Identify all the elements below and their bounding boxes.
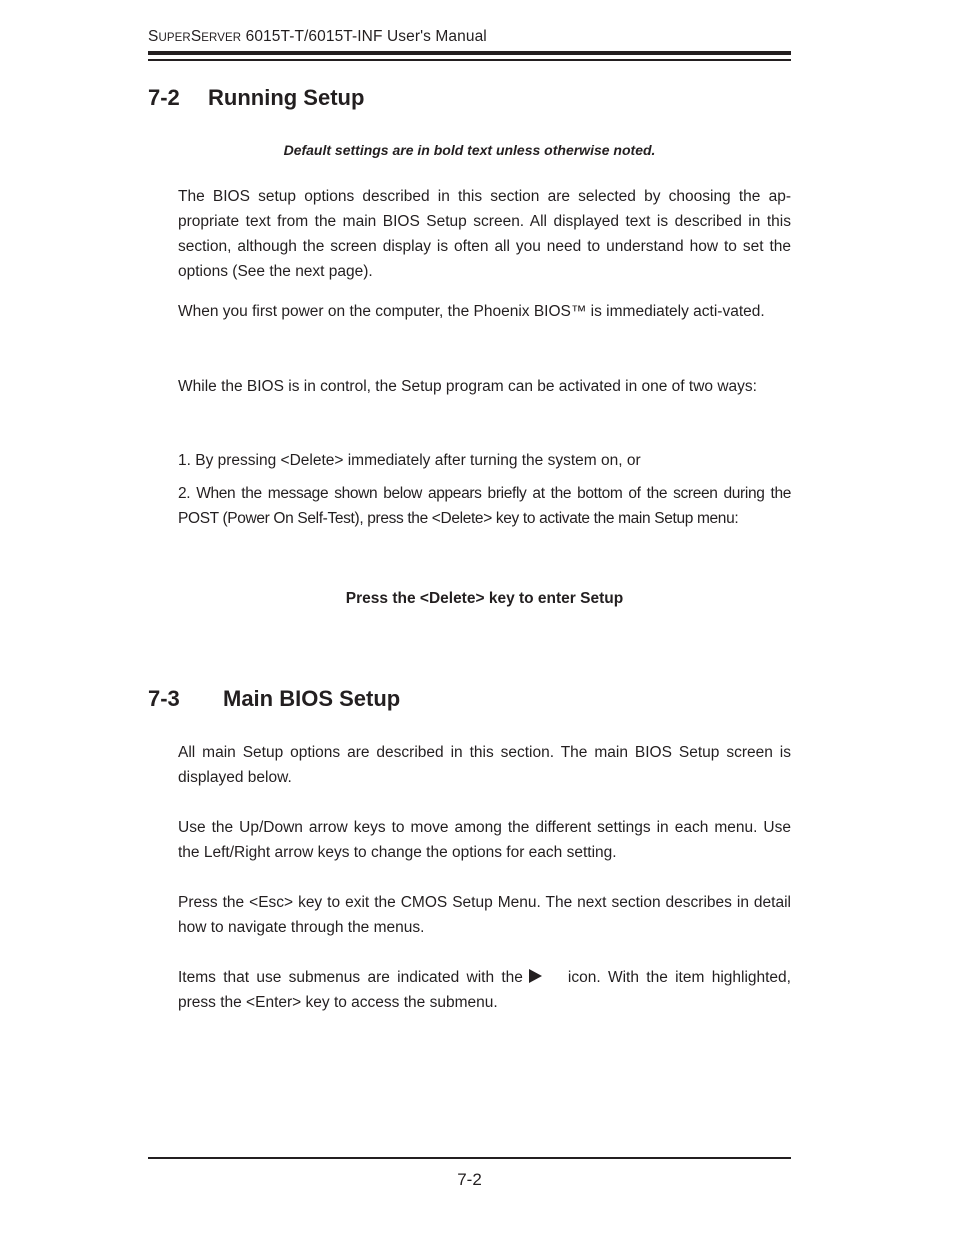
header-cap-s2: S: [190, 28, 202, 45]
section-number: 7-2: [148, 85, 180, 110]
section-title: Main BIOS Setup: [223, 686, 401, 711]
submenu-text-before: Items that use submenus are indicated with the: [178, 969, 523, 986]
paragraph: Use the Up/Down arrow keys to move among the different settings in each menu. Use the Left/Right arrow keys to change the options for each setting.: [178, 819, 791, 861]
section-7-3-heading: [148, 686, 401, 712]
paragraph: When you first power on the computer, the Phoenix BIOS™ is immediately acti-vated.: [178, 303, 765, 320]
header-rule-thick: [148, 51, 791, 55]
header-smallcaps-erver: ERVER: [201, 32, 242, 44]
running-header: [148, 28, 487, 46]
paragraph: Press the <Esc> key to exit the CMOS Setup Menu. The next section describes in detail how to navigate through the menus.: [178, 894, 791, 936]
paragraph: All main Setup options are described in this section. The main BIOS Setup screen is displayed below.: [178, 744, 791, 786]
paragraph: While the BIOS is in control, the Setup program can be activated in one of two ways:: [178, 378, 757, 395]
header-rule-thin: [148, 59, 791, 61]
list-item: 2. When the message shown below appears briefly at the bottom of the screen during the POST (Power On Self-Test), press the <Delete> key to activate the main Setup menu:: [178, 485, 791, 527]
submenu-text-after: icon. With the item highlighted, press the <Enter> key to access the submenu.: [178, 969, 791, 1011]
section-title: Running Setup: [208, 85, 365, 110]
paragraph: The BIOS setup options described in this section are selected by choosing the ap-propriate text from the main BIOS Setup screen. All displayed text is described in this section, although the screen display is often all you need to understand how to set the options (See the next page).: [178, 188, 791, 280]
section-7-2-heading: [148, 85, 365, 111]
right-triangle-icon: [529, 969, 542, 983]
footer-rule: [148, 1157, 791, 1159]
list-item: 1. By pressing <Delete> immediately after turning the system on, or: [178, 452, 641, 469]
paragraph-submenu: [178, 965, 791, 1015]
header-cap-s1: S: [148, 28, 159, 45]
header-smallcaps-uper: UPER: [158, 32, 191, 44]
header-title-rest: 6015T-T/6015T-INF User's Manual: [241, 28, 487, 45]
setup-prompt-message: Press the <Delete> key to enter Setup: [345, 590, 624, 607]
page-number: 7-2: [457, 1170, 482, 1189]
default-settings-note: Default settings are in bold text unless otherwise noted.: [283, 142, 656, 158]
section-number: 7-3: [148, 686, 180, 711]
